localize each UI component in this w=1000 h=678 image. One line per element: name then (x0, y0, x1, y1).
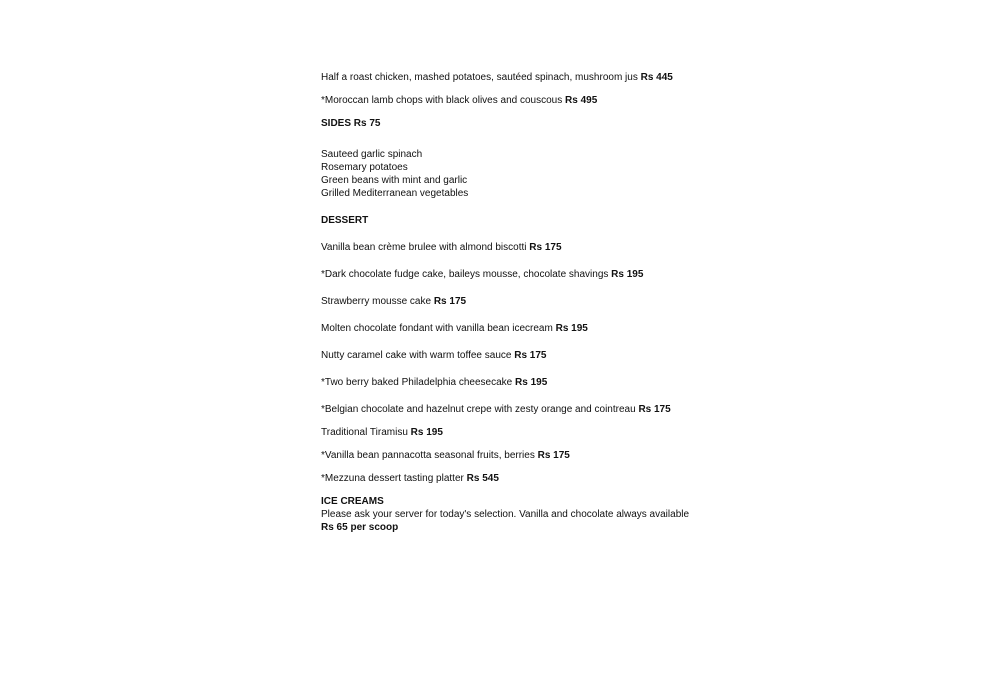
dessert-item-price: Rs 175 (537, 450, 570, 461)
dessert-item-price: Rs 195 (555, 323, 588, 334)
main-item-price: Rs 445 (640, 72, 673, 83)
dessert-item-name: *Vanilla bean pannacotta seasonal fruits, berries (321, 450, 535, 461)
dessert-item (321, 376, 741, 389)
side-item: Sauteed garlic spinach (321, 149, 423, 160)
dessert-item-price: Rs 175 (638, 404, 671, 415)
dessert-item-price: Rs 195 (410, 427, 443, 438)
dessert-item-name: Molten chocolate fondant with vanilla bean icecream (321, 323, 553, 334)
dessert-item-name: Nutty caramel cake with warm toffee sauce (321, 350, 512, 361)
sides-heading-price: Rs 75 (353, 118, 381, 129)
dessert-item-name: *Two berry baked Philadelphia cheesecake (321, 377, 513, 388)
dessert-item (321, 472, 741, 485)
dessert-item-name: Traditional Tiramisu (321, 427, 408, 438)
main-item-price: Rs 495 (565, 95, 598, 106)
sides-heading-label: SIDES (321, 118, 352, 129)
dessert-item-price: Rs 195 (515, 377, 548, 388)
main-item (321, 71, 741, 84)
ice-creams-description: Please ask your server for today's selection. Vanilla and chocolate always available (321, 509, 690, 520)
dessert-heading: DESSERT (321, 215, 369, 226)
sides-list (321, 148, 741, 200)
dessert-item-price: Rs 195 (611, 269, 644, 280)
dessert-item (321, 268, 741, 281)
side-item: Rosemary potatoes (321, 162, 408, 173)
dessert-item (321, 241, 741, 254)
ice-creams-price: Rs 65 per scoop (321, 522, 399, 533)
dessert-item-name: *Mezzuna dessert tasting platter (321, 473, 464, 484)
dessert-item-name: Vanilla bean crème brulee with almond biscotti (321, 242, 527, 253)
main-item-name: Half a roast chicken, mashed potatoes, sautéed spinach, mushroom jus (321, 72, 638, 83)
dessert-item (321, 449, 741, 462)
sides-heading (321, 117, 741, 130)
dessert-item (321, 403, 741, 416)
dessert-item-price: Rs 175 (433, 296, 467, 307)
dessert-item (321, 322, 741, 335)
dessert-item-name: *Dark chocolate fudge cake, baileys mousse, chocolate shavings (321, 269, 609, 280)
dessert-item-price: Rs 545 (466, 473, 499, 484)
menu-content (321, 71, 741, 534)
side-item: Grilled Mediterranean vegetables (321, 188, 469, 199)
dessert-item-name: *Belgian chocolate and hazelnut crepe with zesty orange and cointreau (321, 404, 636, 415)
ice-creams-heading: ICE CREAMS (321, 496, 384, 507)
dessert-item-price: Rs 175 (529, 242, 562, 253)
dessert-item (321, 426, 741, 439)
main-item (321, 94, 741, 107)
dessert-list (321, 241, 741, 485)
dessert-item-name: Strawberry mousse cake (321, 296, 432, 307)
dessert-item (321, 349, 741, 362)
dessert-item (321, 295, 741, 308)
dessert-item-price: Rs 175 (514, 350, 547, 361)
side-item: Green beans with mint and garlic (321, 175, 468, 186)
main-item-name: *Moroccan lamb chops with black olives and couscous (321, 95, 563, 106)
